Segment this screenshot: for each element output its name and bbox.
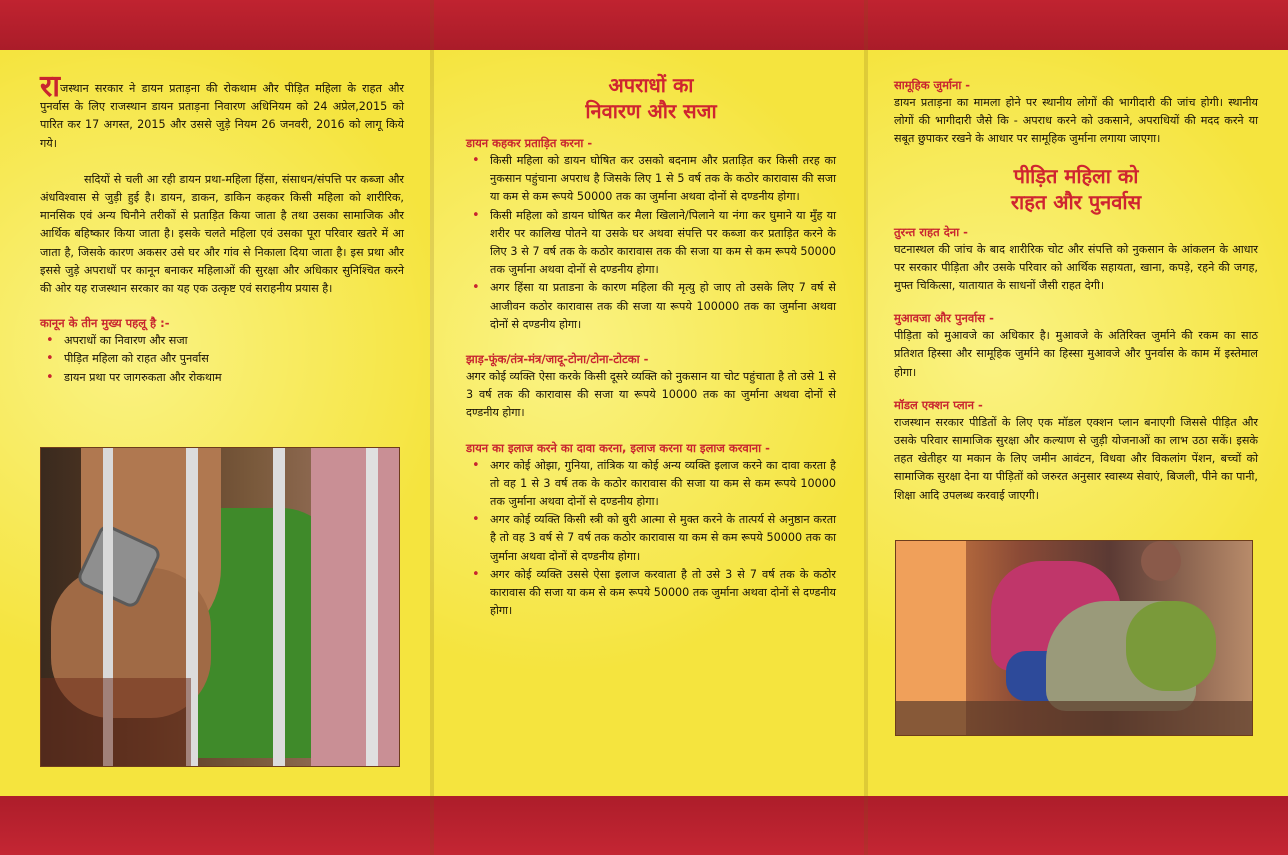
sorcery-text: अगर कोई व्यक्ति ऐसा करके किसी दूसरे व्यक्ति को नुकसान या चोट पहुंचाता है तो उसे 1 से 3 वर्ष तक की कारावास की सजा या रूपये 10000 तक का जुर्माना अथवा दोनों से दण्डनीय होगा। bbox=[466, 370, 836, 420]
women-ritual-photo bbox=[895, 540, 1253, 736]
list-item: • किसी महिला को डायन घोषित कर मैला खिलाने/पिलाने या नंगा कर घुमाने या मुँह या शरीर पर कालिख पोतने या उसके घर अथवा संपत्ति पर कब्जा कर प्रताड़ित करने के लिए 3 से 7 वर्ष तक के कठोर कारावास तक की सजा या कम से कम रूपये 50000 तक जुर्माना अथवा दोनों से दण्डनीय होगा। bbox=[466, 207, 836, 280]
relief-rehab-heading bbox=[894, 163, 1258, 215]
offences-heading bbox=[466, 72, 836, 124]
action-plan-heading: मॉडल एक्शन प्लान - bbox=[894, 397, 983, 412]
immediate-relief-heading: तुरन्त राहत देना - bbox=[894, 224, 968, 239]
sorcery-heading: झाड़-फूंक/तंत्र-मंत्र/जादू-टोना/टोना-टोटका - bbox=[466, 352, 649, 367]
woman-behind-bars-photo bbox=[40, 447, 400, 767]
intro-drop-cap: रा bbox=[40, 69, 61, 104]
list-item: • अगर कोई व्यक्ति किसी स्त्री को बुरी आत्मा से मुक्त करने के तात्पर्य से अनुष्ठान करता है तो वह 3 वर्ष से 7 वर्ष तक कठोर कारावास या कम से कम रूपये 50000 तक का जुर्माना अथवा दोनों से दण्डनीय होगा। bbox=[466, 511, 836, 566]
offences-heading-line1: अपराधों का bbox=[608, 73, 694, 97]
witch-branding-list bbox=[466, 152, 836, 334]
immediate-relief-text: घटनास्थल की जांच के बाद शारीरिक चोट और संपत्ति को नुकसान के आंकलन के आधार पर सरकार पीड़िता और उसके परिवार को आर्थिक सहायता, खाना, कपड़े, रहने की जगह, मुफ्त चिकित्सा, यातायात के साधनों जैसी राहत देगी। bbox=[894, 242, 1258, 293]
intro-paragraph bbox=[40, 69, 404, 153]
action-plan-text: राजस्थान सरकार पीडितों के लिए एक मॉडल एक्शन प्लान बनाएगी जिससे पीड़ित और उसके परिवार सामाजिक सुरक्षा और कल्याण से जुड़ी योजनाओं का लाभ उठा सकें। इसके तहत खेतीहर या मकान के लिए जमीन आवंटन, विधवा और विकलांग पेंशन, बच्चों को सामाजिक सुरक्षा देना या पीड़ितों को जरुरत अनुसार स्वास्थ्य सेवाएं, बिजली, पीने का पानी, शिक्षा आदि उपलब्ध करवाई जाएगी। bbox=[894, 415, 1258, 502]
treatment-claim-list bbox=[466, 457, 836, 621]
intro-text: जस्थान सरकार ने डायन प्रताड़ना की रोकथाम और पीड़ित महिला के राहत और पुनर्वास के लिए राजस्थान डायन प्रताड़ना निवारण अधिनियम को 24 अप्रेल,2015 को पारित कर 17 अगस्त, 2015 और उससे जुड़े नियम 26 जनवरी, 2016 को लागू किये गये। bbox=[40, 82, 404, 150]
aspects-heading: कानून के तीन मुख्य पहलू है :- bbox=[40, 316, 170, 331]
compensation-text: पीड़िता को मुआवजे का अधिकार है। मुआवजे के अतिरिक्त जुर्माने की रकम का साठ प्रतिशत हिस्सा और सामूहिक जुर्माने का हिस्सा मुआवजे और पुनर्वास के काम में इस्तेमाल होगा। bbox=[894, 329, 1258, 379]
relief-rehab-heading-line2: राहत और पुनर्वास bbox=[1010, 189, 1142, 214]
top-red-band bbox=[0, 0, 1288, 50]
list-item: • अगर कोई ओझा, गुनिया, तांत्रिक या कोई अन्य व्यक्ति इलाज करने का दावा करता है तो वह 1 से 3 वर्ष तक के कठोर कारावास की सजा या कम से कम रूपये 10000 तक जुर्माना अथवा दोनों से दण्डनीय होगा। bbox=[466, 457, 836, 512]
relief-rehab-heading-line1: पीड़ित महिला को bbox=[1013, 163, 1139, 188]
list-item: • अगर हिंसा या प्रताडना के कारण महिला की मृत्यु हो जाए तो उसके लिए 7 वर्ष से आजीवन कठोर कारावास तक की सजा या रूपये 100000 तक का जुर्माना अथवा दोनों से दण्डनीय होगा। bbox=[466, 279, 836, 334]
offences-heading-line2: निवारण और सजा bbox=[585, 99, 717, 123]
list-item: • अपराधों का निवारण और सजा bbox=[40, 332, 404, 350]
bottom-red-band bbox=[0, 796, 1288, 855]
treatment-claim-heading: डायन का इलाज करने का दावा करना, इलाज करना या इलाज करवाना - bbox=[466, 440, 770, 455]
fold-line-right bbox=[864, 0, 868, 855]
witch-branding-heading: डायन कहकर प्रताड़ित करना - bbox=[466, 136, 593, 150]
list-item: • किसी महिला को डायन घोषित कर उसको बदनाम और प्रताड़ित कर किसी तरह का नुकसान पहुंचाना अपराध है जिसके लिए 1 से 5 वर्ष तक के कठोर कारावास की सजा या कम से कम रूपये 50000 तक का जुर्माना अथवा दोनों से दण्डनीय होगा। bbox=[466, 152, 836, 207]
compensation-heading: मुआवजा और पुनर्वास - bbox=[894, 311, 994, 326]
list-item: • पीड़ित महिला को राहत और पुनर्वास bbox=[40, 350, 404, 368]
list-item: • अगर कोई व्यक्ति उससे ऐसा इलाज करवाता है तो उसे 3 से 7 वर्ष तक के कठोर कारावास की सजा या कम से कम रूपये 50000 तक जुर्माना अथवा दोनों से दण्डनीय होगा। bbox=[466, 566, 836, 621]
collective-fine-heading: सामूहिक जुर्माना - bbox=[894, 78, 971, 92]
practice-paragraph: सदियों से चली आ रही डायन प्रथा-महिला हिंसा, संसाधन/संपत्ति पर कब्जा और अंधविश्वास से जुड़ी हुई है। डायन, डाकन, डाकिन कहकर किसी महिला को शारीरिक, मानसिक एवं अन्य घिनौने तरीकों से प्रताड़ित किया जाता है तथा उसका सामाजिक और आर्थिक बहिष्कार किया जाता है। इसके चलते महिला एवं उसका पूरा परिवार खतरे में आ जाता है, जिसके कारण अकसर उसे घर और गांव से निकाला दिया जाता है। इस प्रथा और इससे जुड़े अपराधों पर कानून बनाकर महिलाओं की सुरक्षा और अधिकार सुनिश्चित करने की ओर यह राजस्थान सरकार का यह एक उत्कृष्ट एवं सराहनीय प्रयास है। bbox=[40, 172, 404, 296]
aspects-list bbox=[40, 332, 404, 387]
list-item: • डायन प्रथा पर जागरुकता और रोकथाम bbox=[40, 369, 404, 387]
fold-line-left bbox=[430, 0, 434, 855]
collective-fine-text: डायन प्रताड़ना का मामला होने पर स्थानीय लोगों की भागीदारी की जांच होगी। स्थानीय लोगों की भागीदारी जैसे कि - अपराध करने को उकसाने, अपराधियों की मदद करने या सबूत छुपाकर रखने के आधार पर सामूहिक जुर्माना लगाया जाएगा। bbox=[894, 96, 1258, 146]
middle-panel bbox=[430, 50, 866, 796]
